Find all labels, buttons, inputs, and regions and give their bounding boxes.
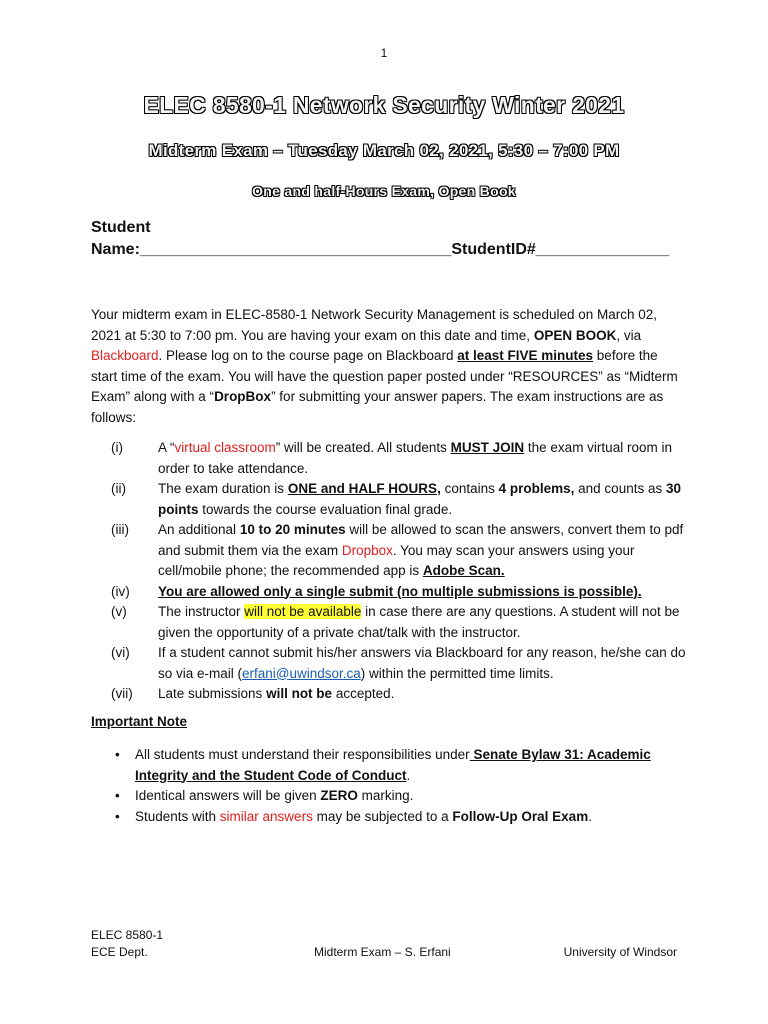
list-item bbox=[91, 582, 691, 603]
list-number: (i) bbox=[111, 440, 123, 455]
list-number: (vii) bbox=[111, 686, 133, 701]
blackboard-text: Blackboard bbox=[91, 348, 159, 363]
name-label: Name: bbox=[91, 241, 140, 258]
list-text: The exam duration is ONE and HALF HOURS, contains 4 problems, and counts as 30 points towards the course evaluation final grade. bbox=[158, 481, 681, 517]
student-fields bbox=[91, 239, 669, 261]
intro-text: Your midterm exam in ELEC-8580-1 Network Security Management is scheduled on March 02, 2021 at 5:30 to 7:00 pm. You are having your exam on this date and time, bbox=[91, 307, 658, 343]
list-item bbox=[91, 438, 691, 479]
student-info bbox=[91, 217, 669, 261]
student-label: Student bbox=[91, 219, 151, 236]
name-blank[interactable]: ___________________________________ bbox=[139, 241, 452, 258]
list-text: Students with similar answers may be subjected to a Follow-Up Oral Exam. bbox=[135, 808, 592, 824]
intro-paragraph bbox=[91, 305, 681, 428]
intro-text: ” for submitting your answer papers. The exam instructions are as follows: bbox=[91, 389, 664, 425]
list-item bbox=[115, 786, 685, 807]
bullet-icon: • bbox=[115, 808, 120, 824]
list-number: (iii) bbox=[111, 522, 129, 537]
zero-text: ZERO bbox=[320, 788, 358, 803]
exam-subtitle: Midterm Exam – Tuesday March 02, 2021, 5:30 – 7:00 PM bbox=[148, 141, 620, 160]
student-id-label: StudentID# bbox=[451, 241, 536, 258]
list-text: A “virtual classroom” will be created. All students MUST JOIN the exam virtual room in order to take attendance. bbox=[158, 440, 672, 476]
important-note-heading: Important Note bbox=[91, 714, 187, 729]
intro-text: before the start time of the exam. You will have the question paper posted under “RESOURCES” as “Midterm Exam” along with a “ bbox=[91, 348, 678, 404]
footer-left bbox=[91, 927, 163, 961]
list-item bbox=[91, 643, 691, 684]
instruction-list bbox=[91, 438, 691, 705]
adobe-scan-text: Adobe Scan. bbox=[422, 563, 505, 578]
open-book: OPEN BOOK bbox=[533, 327, 617, 343]
page-number: 1 bbox=[380, 46, 388, 60]
problems-text: 4 problems, bbox=[498, 481, 575, 496]
list-text: You are allowed only a single submit (no multiple submissions is possible). bbox=[158, 583, 642, 599]
intro-text: . Please log on to the course page on Blackboard bbox=[158, 348, 458, 363]
points-text: 30 points bbox=[158, 481, 681, 517]
footer-dept: ECE Dept. bbox=[91, 945, 148, 959]
bullet-icon: • bbox=[115, 788, 120, 803]
list-number: (ii) bbox=[111, 481, 126, 496]
list-item bbox=[91, 520, 691, 582]
must-join-text: MUST JOIN bbox=[450, 440, 525, 455]
list-item bbox=[115, 745, 685, 786]
will-not-be-text: will not be bbox=[266, 686, 333, 701]
list-number: (iv) bbox=[111, 583, 130, 599]
virtual-classroom-text: virtual classroom bbox=[174, 440, 276, 455]
list-text: The instructor will not be available in case there are any questions. A student will not be given the opportunity of a private chat/talk with the instructor. bbox=[158, 604, 680, 640]
bullet-icon: • bbox=[115, 747, 120, 762]
student-id-blank[interactable]: _______________ bbox=[535, 241, 670, 258]
dropbox-text: DropBox bbox=[214, 389, 272, 404]
footer-right: University of Windsor bbox=[563, 945, 677, 959]
intro-text: , via bbox=[616, 327, 642, 343]
list-item bbox=[115, 807, 685, 828]
list-number: (vi) bbox=[111, 645, 130, 660]
highlighted-text: will not be available bbox=[244, 604, 362, 619]
list-number: (v) bbox=[111, 604, 127, 619]
list-item bbox=[91, 479, 691, 520]
senate-bylaw-text: Senate Bylaw 31: Academic Integrity and the Student Code of Conduct bbox=[135, 747, 651, 783]
list-text: An additional 10 to 20 minutes will be allowed to scan the answers, convert them to pdf and submit them via the exam Dropbox. You may scan your answers using your cell/mobile phone; the recommended app is Adobe Scan. bbox=[158, 522, 684, 578]
list-text: Identical answers will be given ZERO marking. bbox=[135, 788, 414, 803]
similar-answers-text: similar answers bbox=[219, 808, 313, 824]
list-text: All students must understand their responsibilities under Senate Bylaw 31: Academic Integrity and the Student Code of Conduct. bbox=[135, 747, 651, 783]
list-text: If a student cannot submit his/her answers via Blackboard for any reason, he/she can do so via e-mail (erfani@uwindsor.ca) within the permitted time limits. bbox=[158, 645, 686, 681]
email-link[interactable]: erfani@uwindsor.ca bbox=[242, 665, 361, 681]
list-item bbox=[91, 684, 691, 705]
page-title: ELEC 8580-1 Network Security Winter 2021 bbox=[143, 92, 625, 118]
footer-middle: Midterm Exam – S. Erfani bbox=[314, 945, 451, 959]
extra-time-text: 10 to 20 minutes bbox=[239, 522, 346, 537]
five-minutes-text: at least FIVE minutes bbox=[457, 348, 594, 363]
note-bullets bbox=[115, 745, 685, 827]
list-item bbox=[91, 602, 691, 643]
oral-exam-text: Follow-Up Oral Exam bbox=[452, 808, 589, 824]
duration-text: ONE and HALF HOURS, bbox=[287, 481, 441, 496]
list-text: Late submissions will not be accepted. bbox=[158, 686, 395, 701]
exam-type: One and half-Hours Exam, Open Book bbox=[252, 183, 516, 199]
footer-course: ELEC 8580-1 bbox=[91, 928, 164, 942]
dropbox-text: Dropbox bbox=[341, 542, 393, 558]
